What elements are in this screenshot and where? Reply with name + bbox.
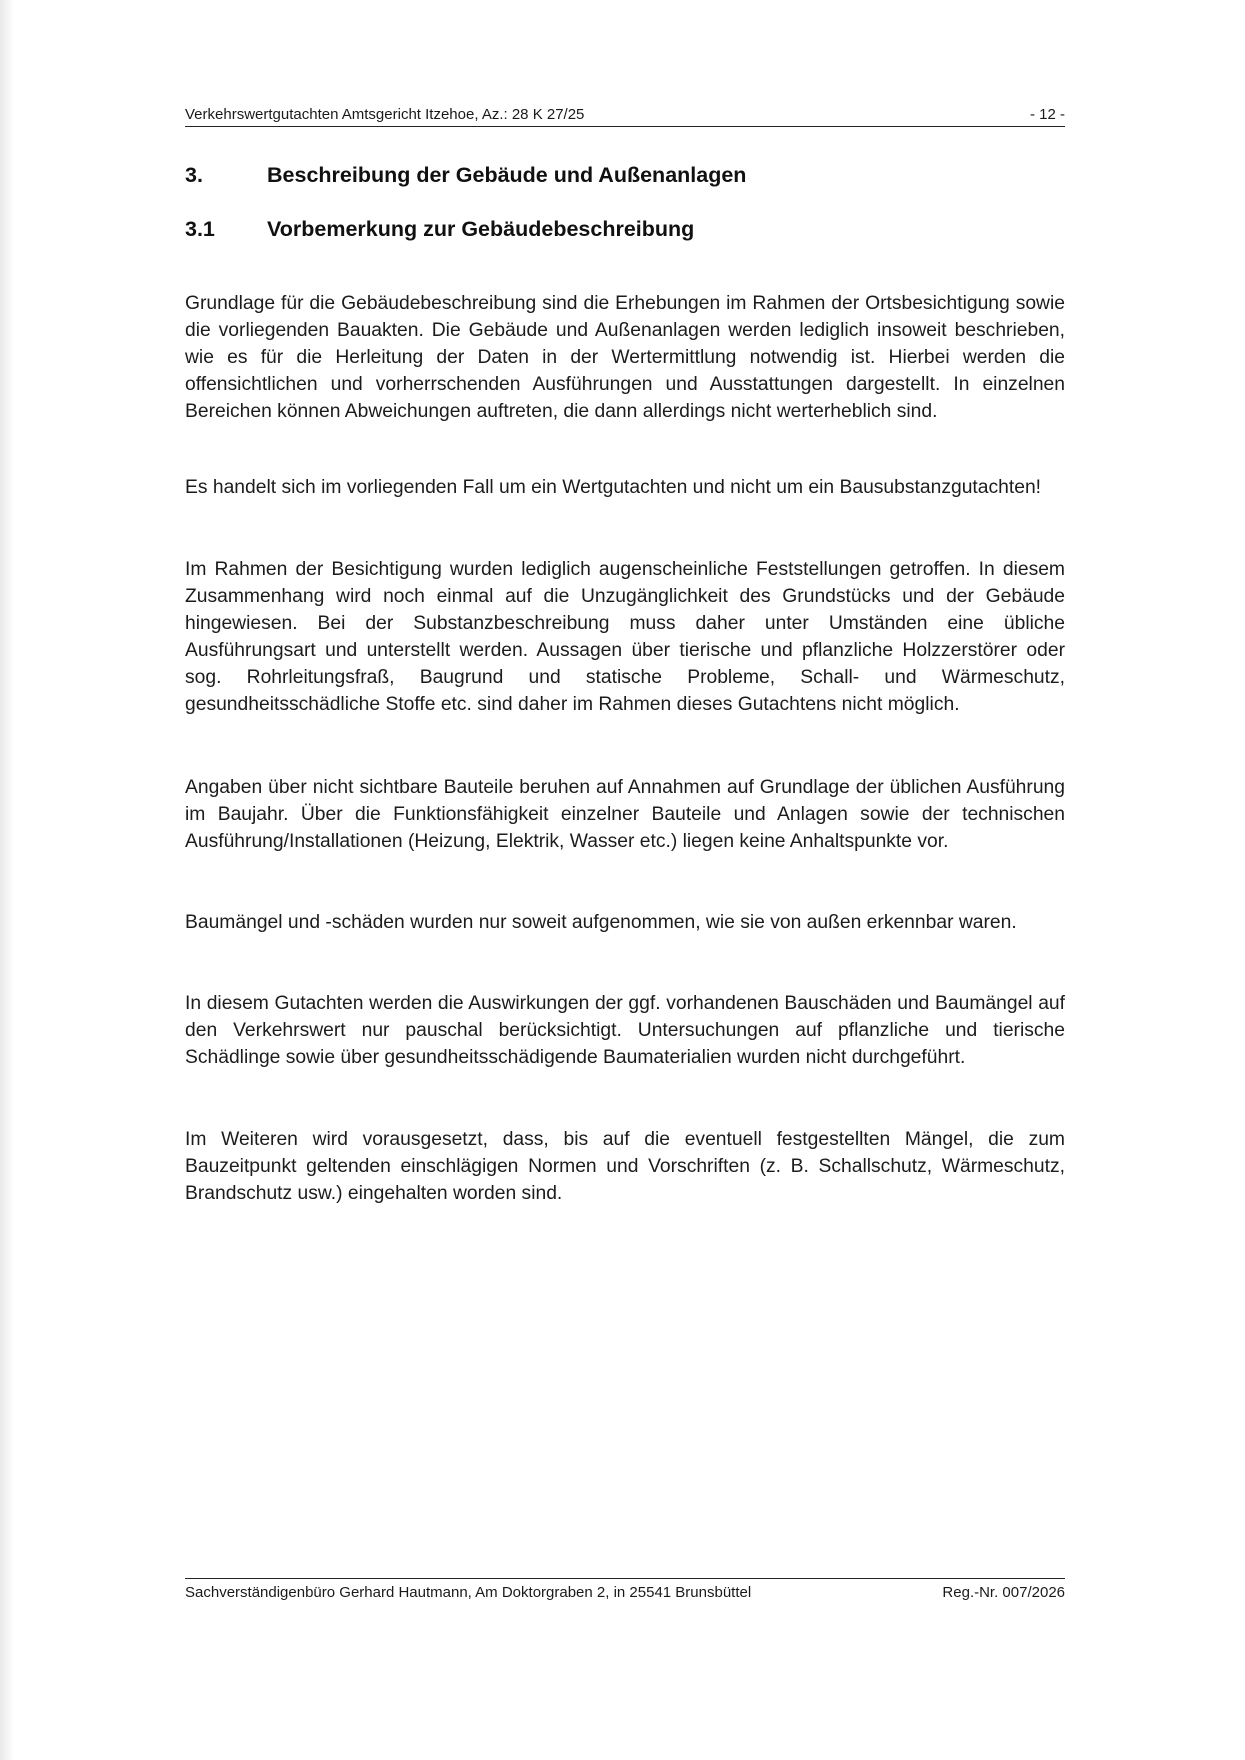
- footer-registration: Reg.-Nr. 007/2026: [942, 1584, 1065, 1601]
- paragraph: In diesem Gutachten werden die Auswirkungen der ggf. vorhandenen Bauschäden und Baumängel auf den Verkehrswert nur pauschal berücksichtigt. Untersuchungen auf pflanzliche und tierische Schädlinge sowie über gesundheitsschädigende Baumaterialien wurden nicht durchgeführt.: [185, 993, 1065, 1069]
- header-title: Verkehrswertgutachten Amtsgericht Itzehoe, Az.: 28 K 27/25: [185, 106, 585, 123]
- subsection-number: 3.1: [185, 217, 215, 241]
- page-header: [185, 104, 1065, 127]
- paragraph: Grundlage für die Gebäudebeschreibung sind die Erhebungen im Rahmen der Ortsbesichtigung sowie die vorliegenden Bauakten. Die Gebäude und Außenanlagen werden lediglich insoweit beschrieben, wie es für die Herleitung der Daten in der Wertermittlung notwendig ist. Hierbei werden die offensichtlichen und vorherrschenden Ausführungen und Ausstattungen dargestellt. In einzelnen Bereichen können Abweichungen auftreten, die dann allerdings nicht werterheblich sind.: [185, 293, 1065, 423]
- section-number: 3.: [185, 163, 203, 187]
- scan-edge-shadow: [0, 0, 14, 1760]
- paragraph: Es handelt sich im vorliegenden Fall um ein Wertgutachten und nicht um ein Bausubstanzgutachten!: [185, 477, 1042, 499]
- page-number: - 12 -: [1029, 106, 1065, 123]
- footer-office: Sachverständigenbüro Gerhard Hautmann, Am Doktorgraben 2, in 25541 Brunsbüttel: [185, 1584, 752, 1601]
- paragraph: Angaben über nicht sichtbare Bauteile beruhen auf Annahmen auf Grundlage der üblichen Ausführung im Baujahr. Über die Funktionsfähigkeit einzelner Bauteile und Anlagen sowie der technischen Ausführung/Installationen (Heizung, Elektrik, Wasser etc.) liegen keine Anhaltspunkte vor.: [185, 777, 1065, 853]
- section-title: Beschreibung der Gebäude und Außenanlagen: [267, 163, 747, 187]
- paragraph: Baumängel und -schäden wurden nur soweit aufgenommen, wie sie von außen erkennbar waren.: [185, 912, 1017, 934]
- paragraph: Im Weiteren wird vorausgesetzt, dass, bis auf die eventuell festgestellten Mängel, die zum Bauzeitpunkt geltenden einschlägigen Normen und Vorschriften (z. B. Schallschutz, Wärmeschutz, Brandschutz usw.) eingehalten worden sind.: [185, 1129, 1065, 1205]
- paragraph: Im Rahmen der Besichtigung wurden lediglich augenscheinliche Feststellungen getroffen. In diesem Zusammenhang wird noch einmal auf die Unzugänglichkeit des Grundstücks und der Gebäude hingewiesen. Bei der Substanzbeschreibung muss daher unter Umständen eine übliche Ausführungsart und unterstellt werden. Aussagen über tierische und pflanzliche Holzzerstörer oder sog. Rohrleitungsfraß, Baugrund und statische Probleme, Schall- und Wärmeschutz, gesundheitsschädliche Stoffe etc. sind daher im Rahmen dieses Gutachtens nicht möglich.: [185, 559, 1065, 716]
- page-footer: [185, 1578, 1065, 1601]
- subsection-title: Vorbemerkung zur Gebäudebeschreibung: [267, 217, 695, 241]
